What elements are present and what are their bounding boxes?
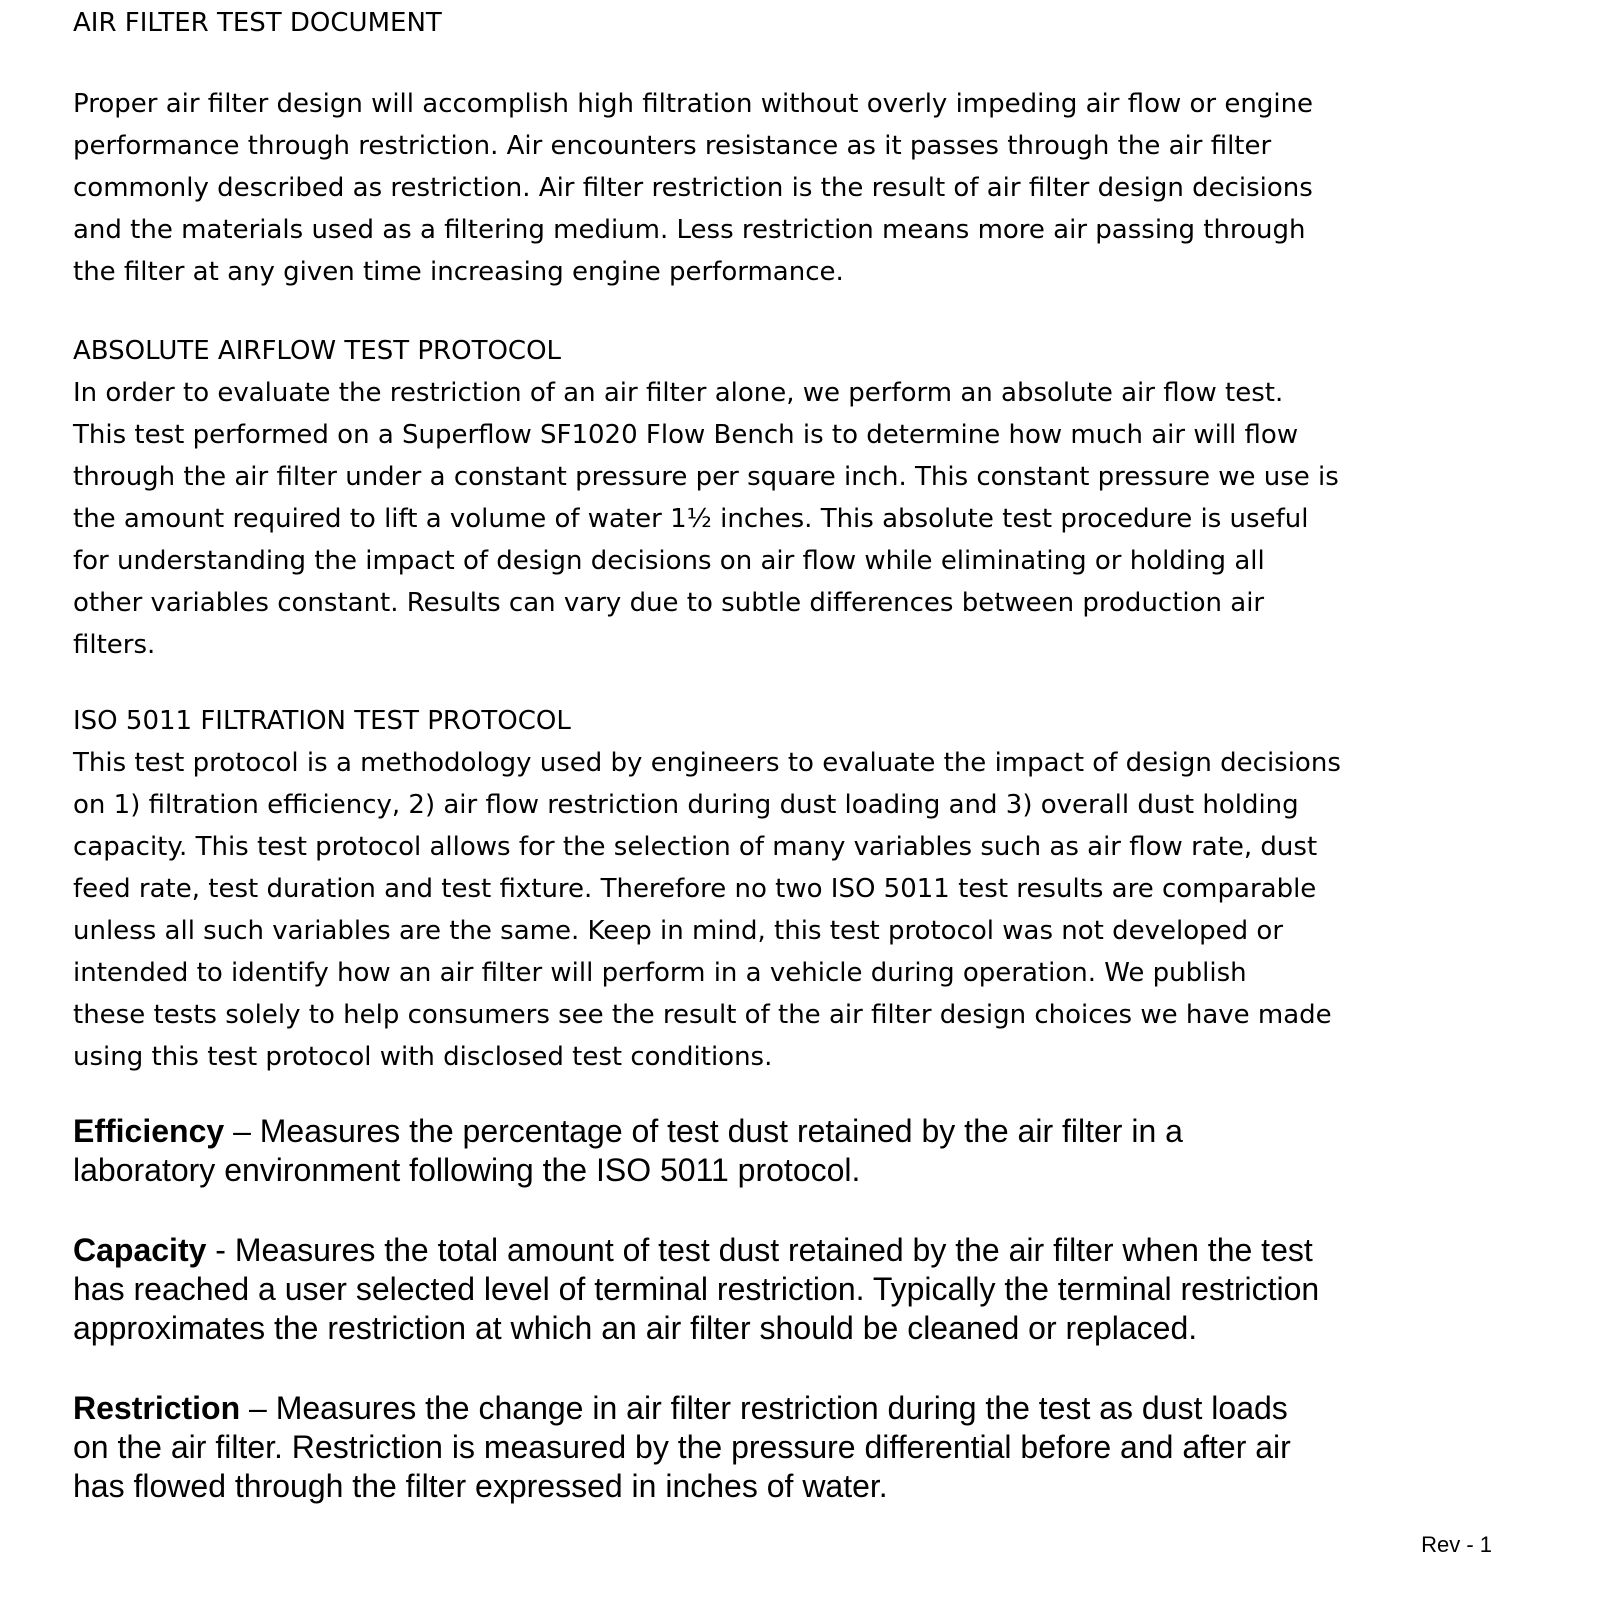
efficiency-line: laboratory environment following the ISO 5011 protocol. — [73, 1152, 861, 1188]
intro-line: the filter at any given time increasing engine performance. — [73, 257, 844, 287]
iso-protocol-line: unless all such variables are the same. Keep in mind, this test protocol was not developed or — [73, 916, 1284, 946]
restriction-line: on the air filter. Restriction is measured by the pressure differential before and after air — [73, 1429, 1291, 1465]
absolute-protocol-heading: ABSOLUTE AIRFLOW TEST PROTOCOL — [73, 336, 562, 366]
capacity-line: has reached a user selected level of terminal restriction. Typically the terminal restriction — [73, 1271, 1320, 1307]
iso-protocol-paragraph — [73, 742, 1553, 1078]
intro-line: commonly described as restriction. Air filter restriction is the result of air filter design decisions — [73, 173, 1313, 203]
absolute-protocol-line: other variables constant. Results can vary due to subtle differences between production air — [73, 588, 1265, 618]
iso-protocol-line: This test protocol is a methodology used by engineers to evaluate the impact of design decisions — [73, 748, 1341, 778]
restriction-definition — [73, 1389, 1553, 1506]
efficiency-paragraph — [73, 1112, 1553, 1190]
intro-line: Proper air filter design will accomplish high filtration without overly impeding air flow or engine — [73, 89, 1314, 119]
iso-protocol-line: capacity. This test protocol allows for the selection of many variables such as air flow rate, dust — [73, 832, 1318, 862]
capacity-text: - Measures the total amount of test dust retained by the air filter when the test — [206, 1232, 1313, 1268]
intro-line: performance through restriction. Air encounters resistance as it passes through the air filter — [73, 131, 1272, 161]
iso-protocol-line: intended to identify how an air filter will perform in a vehicle during operation. We publish — [73, 958, 1247, 988]
absolute-protocol-line: filters. — [73, 630, 156, 660]
absolute-protocol-line: This test performed on a Superflow SF1020 Flow Bench is to determine how much air will flow — [73, 420, 1299, 450]
iso-protocol-heading: ISO 5011 FILTRATION TEST PROTOCOL — [73, 706, 571, 736]
capacity-first-line — [73, 1231, 1553, 1270]
document-title: AIR FILTER TEST DOCUMENT — [73, 8, 442, 38]
efficiency-definition — [73, 1112, 1553, 1190]
absolute-protocol-paragraph — [73, 372, 1553, 666]
efficiency-first-line — [73, 1112, 1553, 1151]
iso-protocol-line: feed rate, test duration and test fixture. Therefore no two ISO 5011 test results are comparable — [73, 874, 1317, 904]
iso-protocol-line: these tests solely to help consumers see the result of the air filter design choices we have made — [73, 1000, 1332, 1030]
capacity-line: approximates the restriction at which an air filter should be cleaned or replaced. — [73, 1310, 1198, 1346]
absolute-protocol-line: through the air filter under a constant pressure per square inch. This constant pressure we use is — [73, 462, 1339, 492]
capacity-paragraph — [73, 1231, 1553, 1348]
absolute-protocol-line: the amount required to lift a volume of water 1½ inches. This absolute test procedure is useful — [73, 504, 1309, 534]
absolute-protocol-section — [73, 330, 1553, 666]
iso-protocol-section — [73, 700, 1553, 1078]
iso-protocol-line: on 1) filtration efficiency, 2) air flow restriction during dust loading and 3) overall dust holding — [73, 790, 1299, 820]
restriction-term: Restriction — [73, 1390, 241, 1426]
capacity-definition — [73, 1231, 1553, 1348]
restriction-first-line — [73, 1389, 1553, 1428]
intro-line: and the materials used as a filtering medium. Less restriction means more air passing through — [73, 215, 1306, 245]
absolute-protocol-line: In order to evaluate the restriction of an air filter alone, we perform an absolute air flow test. — [73, 378, 1284, 408]
intro-paragraph — [73, 83, 1553, 293]
restriction-text: – Measures the change in air filter restriction during the test as dust loads — [240, 1390, 1288, 1426]
efficiency-text: – Measures the percentage of test dust retained by the air filter in a — [224, 1113, 1183, 1149]
capacity-term: Capacity — [73, 1232, 207, 1268]
document-page — [73, 0, 1553, 1600]
restriction-line: has flowed through the filter expressed in inches of water. — [73, 1468, 888, 1504]
efficiency-term: Efficiency — [73, 1113, 225, 1149]
iso-protocol-line: using this test protocol with disclosed test conditions. — [73, 1042, 773, 1072]
intro-section — [73, 83, 1553, 293]
absolute-protocol-line: for understanding the impact of design decisions on air flow while eliminating or holding all — [73, 546, 1265, 576]
revision-label: Rev - 1 — [1421, 1532, 1492, 1557]
restriction-paragraph — [73, 1389, 1553, 1506]
